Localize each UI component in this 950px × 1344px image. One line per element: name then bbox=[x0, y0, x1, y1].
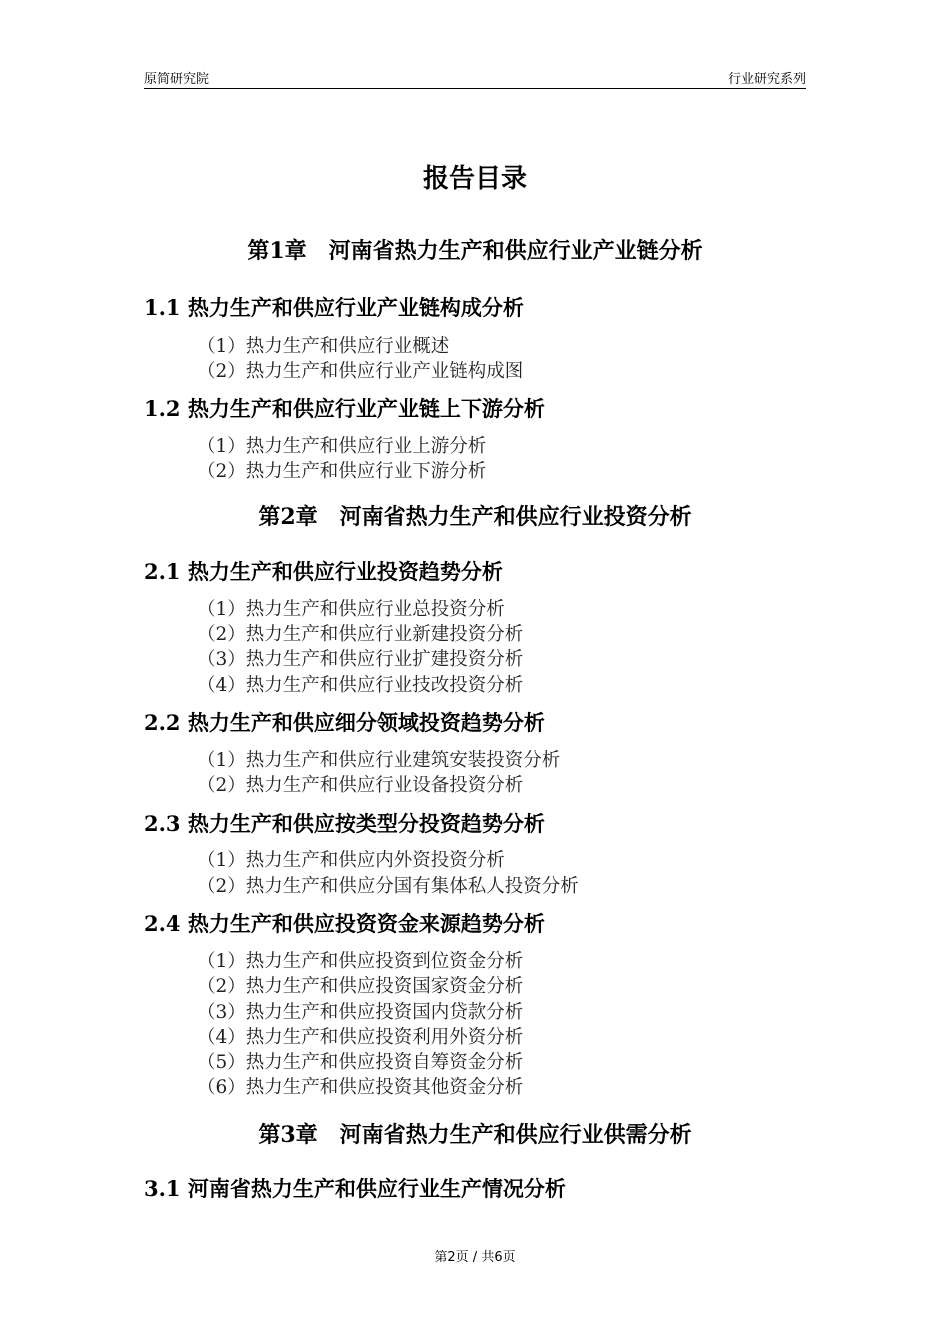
toc-item: （1）热力生产和供应行业上游分析 bbox=[197, 436, 487, 457]
toc-item: （2）热力生产和供应分国有集体私人投资分析 bbox=[197, 876, 579, 897]
toc-item: （2）热力生产和供应行业设备投资分析 bbox=[197, 775, 524, 796]
section-3-1-heading: 3.1 河南省热力生产和供应行业生产情况分析 bbox=[144, 1176, 566, 1201]
section-2-1-heading: 2.1 热力生产和供应行业投资趋势分析 bbox=[144, 559, 503, 584]
toc-item: （5）热力生产和供应投资自筹资金分析 bbox=[197, 1052, 524, 1073]
toc-item: （1）热力生产和供应内外资投资分析 bbox=[197, 850, 505, 871]
toc-item: （1）热力生产和供应投资到位资金分析 bbox=[197, 951, 524, 972]
chapter-1-heading: 第1章 河南省热力生产和供应行业产业链分析 bbox=[247, 238, 703, 264]
chapter-2-heading: 第2章 河南省热力生产和供应行业投资分析 bbox=[258, 504, 692, 530]
page-footer: 第2页 / 共6页 bbox=[434, 1250, 516, 1265]
section-2-2-heading: 2.2 热力生产和供应细分领域投资趋势分析 bbox=[144, 710, 545, 735]
toc-item: （2）热力生产和供应行业新建投资分析 bbox=[197, 624, 524, 645]
chapter-3-heading: 第3章 河南省热力生产和供应行业供需分析 bbox=[258, 1122, 692, 1148]
toc-item: （3）热力生产和供应行业扩建投资分析 bbox=[197, 649, 524, 670]
section-1-2-heading: 1.2 热力生产和供应行业产业链上下游分析 bbox=[144, 396, 545, 421]
toc-item: （3）热力生产和供应投资国内贷款分析 bbox=[197, 1002, 524, 1023]
page-title: 报告目录 bbox=[422, 164, 527, 194]
header-org-name: 原简研究院 bbox=[144, 72, 210, 87]
toc-item: （2）热力生产和供应行业下游分析 bbox=[197, 461, 487, 482]
toc-item: （6）热力生产和供应投资其他资金分析 bbox=[197, 1077, 524, 1098]
toc-item: （4）热力生产和供应行业技改投资分析 bbox=[197, 675, 524, 696]
section-2-4-heading: 2.4 热力生产和供应投资资金来源趋势分析 bbox=[144, 911, 545, 936]
toc-item: （2）热力生产和供应行业产业链构成图 bbox=[197, 361, 524, 382]
toc-item: （1）热力生产和供应行业总投资分析 bbox=[197, 599, 505, 620]
header-series-name: 行业研究系列 bbox=[727, 72, 806, 87]
section-2-3-heading: 2.3 热力生产和供应按类型分投资趋势分析 bbox=[144, 811, 545, 836]
page-header bbox=[144, 68, 806, 89]
section-1-1-heading: 1.1 热力生产和供应行业产业链构成分析 bbox=[144, 295, 524, 320]
toc-item: （1）热力生产和供应行业建筑安装投资分析 bbox=[197, 750, 561, 771]
toc-item: （4）热力生产和供应投资利用外资分析 bbox=[197, 1027, 524, 1048]
toc-item: （2）热力生产和供应投资国家资金分析 bbox=[197, 976, 524, 997]
toc-item: （1）热力生产和供应行业概述 bbox=[197, 336, 450, 357]
